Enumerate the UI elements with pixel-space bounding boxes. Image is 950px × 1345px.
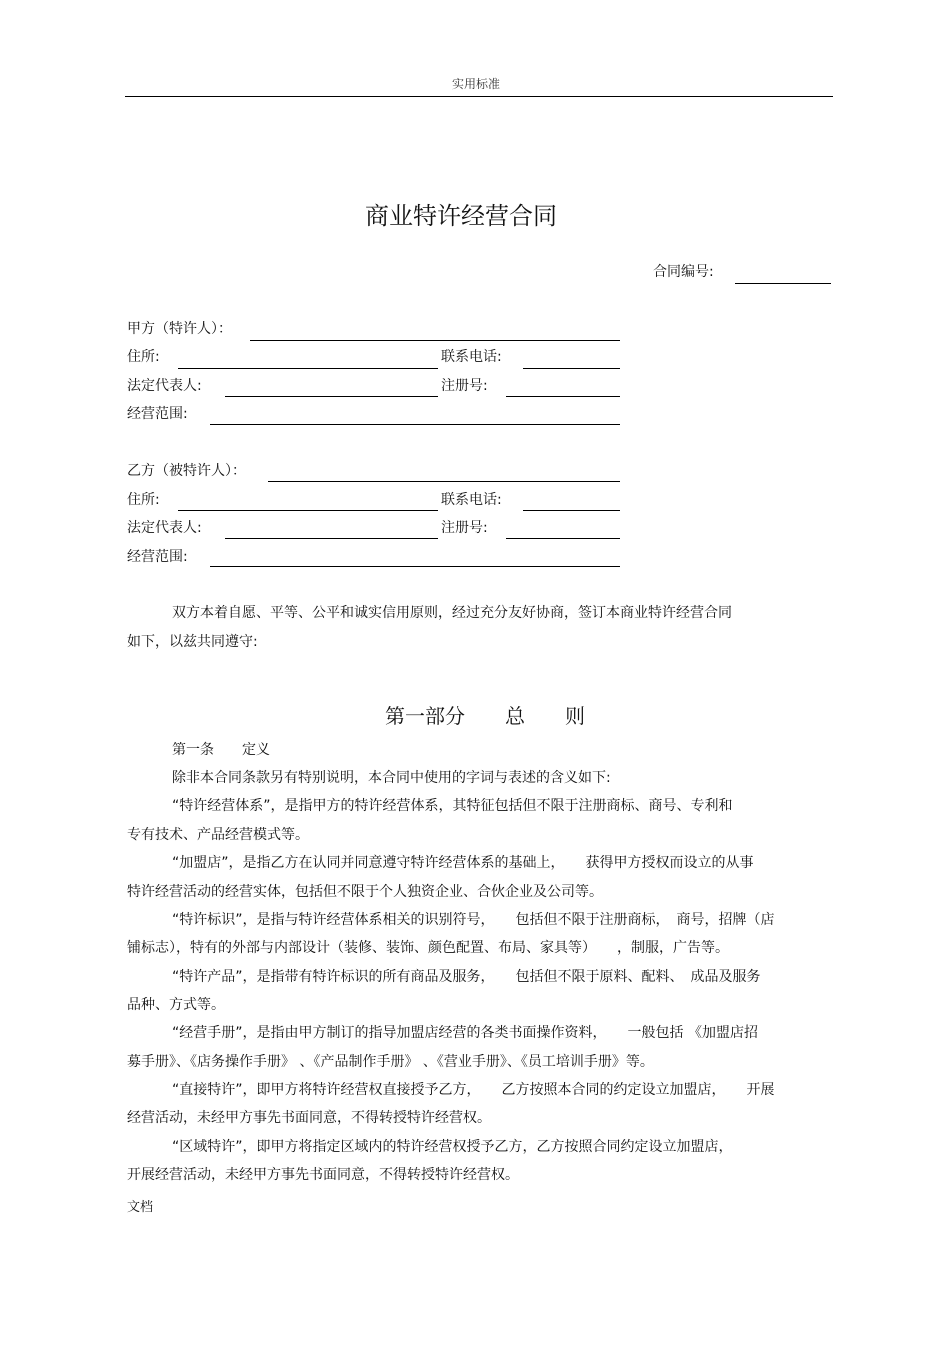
party-b-reg-label: 注册号:: [441, 520, 488, 536]
party-a-reg-field[interactable]: [506, 396, 620, 397]
party-b-address-field[interactable]: [178, 510, 438, 511]
body-line: 品种、方式等。: [127, 997, 225, 1013]
party-a-scope-label: 经营范围:: [127, 406, 188, 422]
party-a-address-label: 住所:: [127, 349, 160, 365]
party-a-scope-field[interactable]: [210, 424, 620, 425]
preamble-line: 双方本着自愿、平等、公平和诚实信用原则，经过充分友好协商，签订本商业特许经营合同: [172, 605, 732, 621]
body-line: “特许标识”，是指与特许经营体系相关的识别符号， 包括但不限于注册商标， 商号，招牌（店: [172, 912, 775, 928]
party-a-label: 甲方（特许人）：: [127, 321, 232, 337]
body-line: 专有技术、产品经营模式等。: [127, 827, 309, 843]
party-a-rep-label: 法定代表人:: [127, 378, 202, 394]
party-b-phone-field[interactable]: [523, 510, 620, 511]
party-b-reg-field[interactable]: [506, 538, 620, 539]
party-a-rep-field[interactable]: [225, 396, 438, 397]
body-line: “特许经营体系”，是指甲方的特许经营体系，其特征包括但不限于注册商标、商号、专利和: [172, 798, 733, 814]
body-line: “经营手册”，是指由甲方制订的指导加盟店经营的各类书面操作资料， 一般包括 《加盟店招: [172, 1025, 758, 1041]
party-b-name-field[interactable]: [268, 481, 620, 482]
body-line: 经营活动，未经甲方事先书面同意，不得转授特许经营权。: [127, 1110, 491, 1126]
document-title: 商业特许经营合同: [365, 202, 557, 230]
party-a-phone-label: 联系电话:: [441, 349, 502, 365]
contract-no-field[interactable]: [735, 283, 831, 284]
body-line: 除非本合同条款另有特别说明，本合同中使用的字词与表述的含义如下:: [172, 770, 611, 786]
party-b-phone-label: 联系电话:: [441, 492, 502, 508]
body-line: 募手册》、《店务操作手册》 、《产品制作手册》 、《营业手册》、《员工培训手册》等。: [127, 1054, 654, 1070]
party-b-rep-field[interactable]: [225, 538, 438, 539]
article-heading: 第一条 定义: [172, 742, 270, 758]
body-line: “区域特许”，即甲方将指定区域内的特许经营权授予乙方，乙方按照合同约定设立加盟店，: [172, 1139, 733, 1155]
party-b-rep-label: 法定代表人:: [127, 520, 202, 536]
party-a-address-field[interactable]: [178, 368, 438, 369]
preamble-line: 如下，以兹共同遵守:: [127, 634, 258, 650]
body-line: “直接特许”，即甲方将特许经营权直接授予乙方， 乙方按照本合同的约定设立加盟店， 开展: [172, 1082, 775, 1098]
party-b-label: 乙方（被特许人）：: [127, 463, 246, 479]
page-header: 实用标准: [452, 77, 501, 91]
party-a-phone-field[interactable]: [523, 368, 620, 369]
body-line: 铺标志），特有的外部与内部设计（装修、装饰、颜色配置、布局、家具等） ，制服，广告等。: [127, 940, 729, 956]
party-a-name-field[interactable]: [250, 340, 620, 341]
section-title: 第一部分 总 则: [385, 704, 585, 728]
contract-no-label: 合同编号:: [653, 264, 714, 280]
header-rule: [125, 96, 833, 97]
body-line: “特许产品”，是指带有特许标识的所有商品及服务， 包括但不限于原料、配料、 成品及服务: [172, 969, 761, 985]
body-line: 开展经营活动，未经甲方事先书面同意，不得转授特许经营权。: [127, 1167, 519, 1183]
party-b-scope-label: 经营范围:: [127, 549, 188, 565]
party-b-scope-field[interactable]: [210, 566, 620, 567]
body-line: “加盟店”，是指乙方在认同并同意遵守特许经营体系的基础上， 获得甲方授权而设立的从事: [172, 855, 754, 871]
party-a-reg-label: 注册号:: [441, 378, 488, 394]
body-line: 特许经营活动的经营实体，包括但不限于个人独资企业、合伙企业及公司等。: [127, 884, 603, 900]
page-footer: 文档: [127, 1200, 154, 1215]
party-b-address-label: 住所:: [127, 492, 160, 508]
